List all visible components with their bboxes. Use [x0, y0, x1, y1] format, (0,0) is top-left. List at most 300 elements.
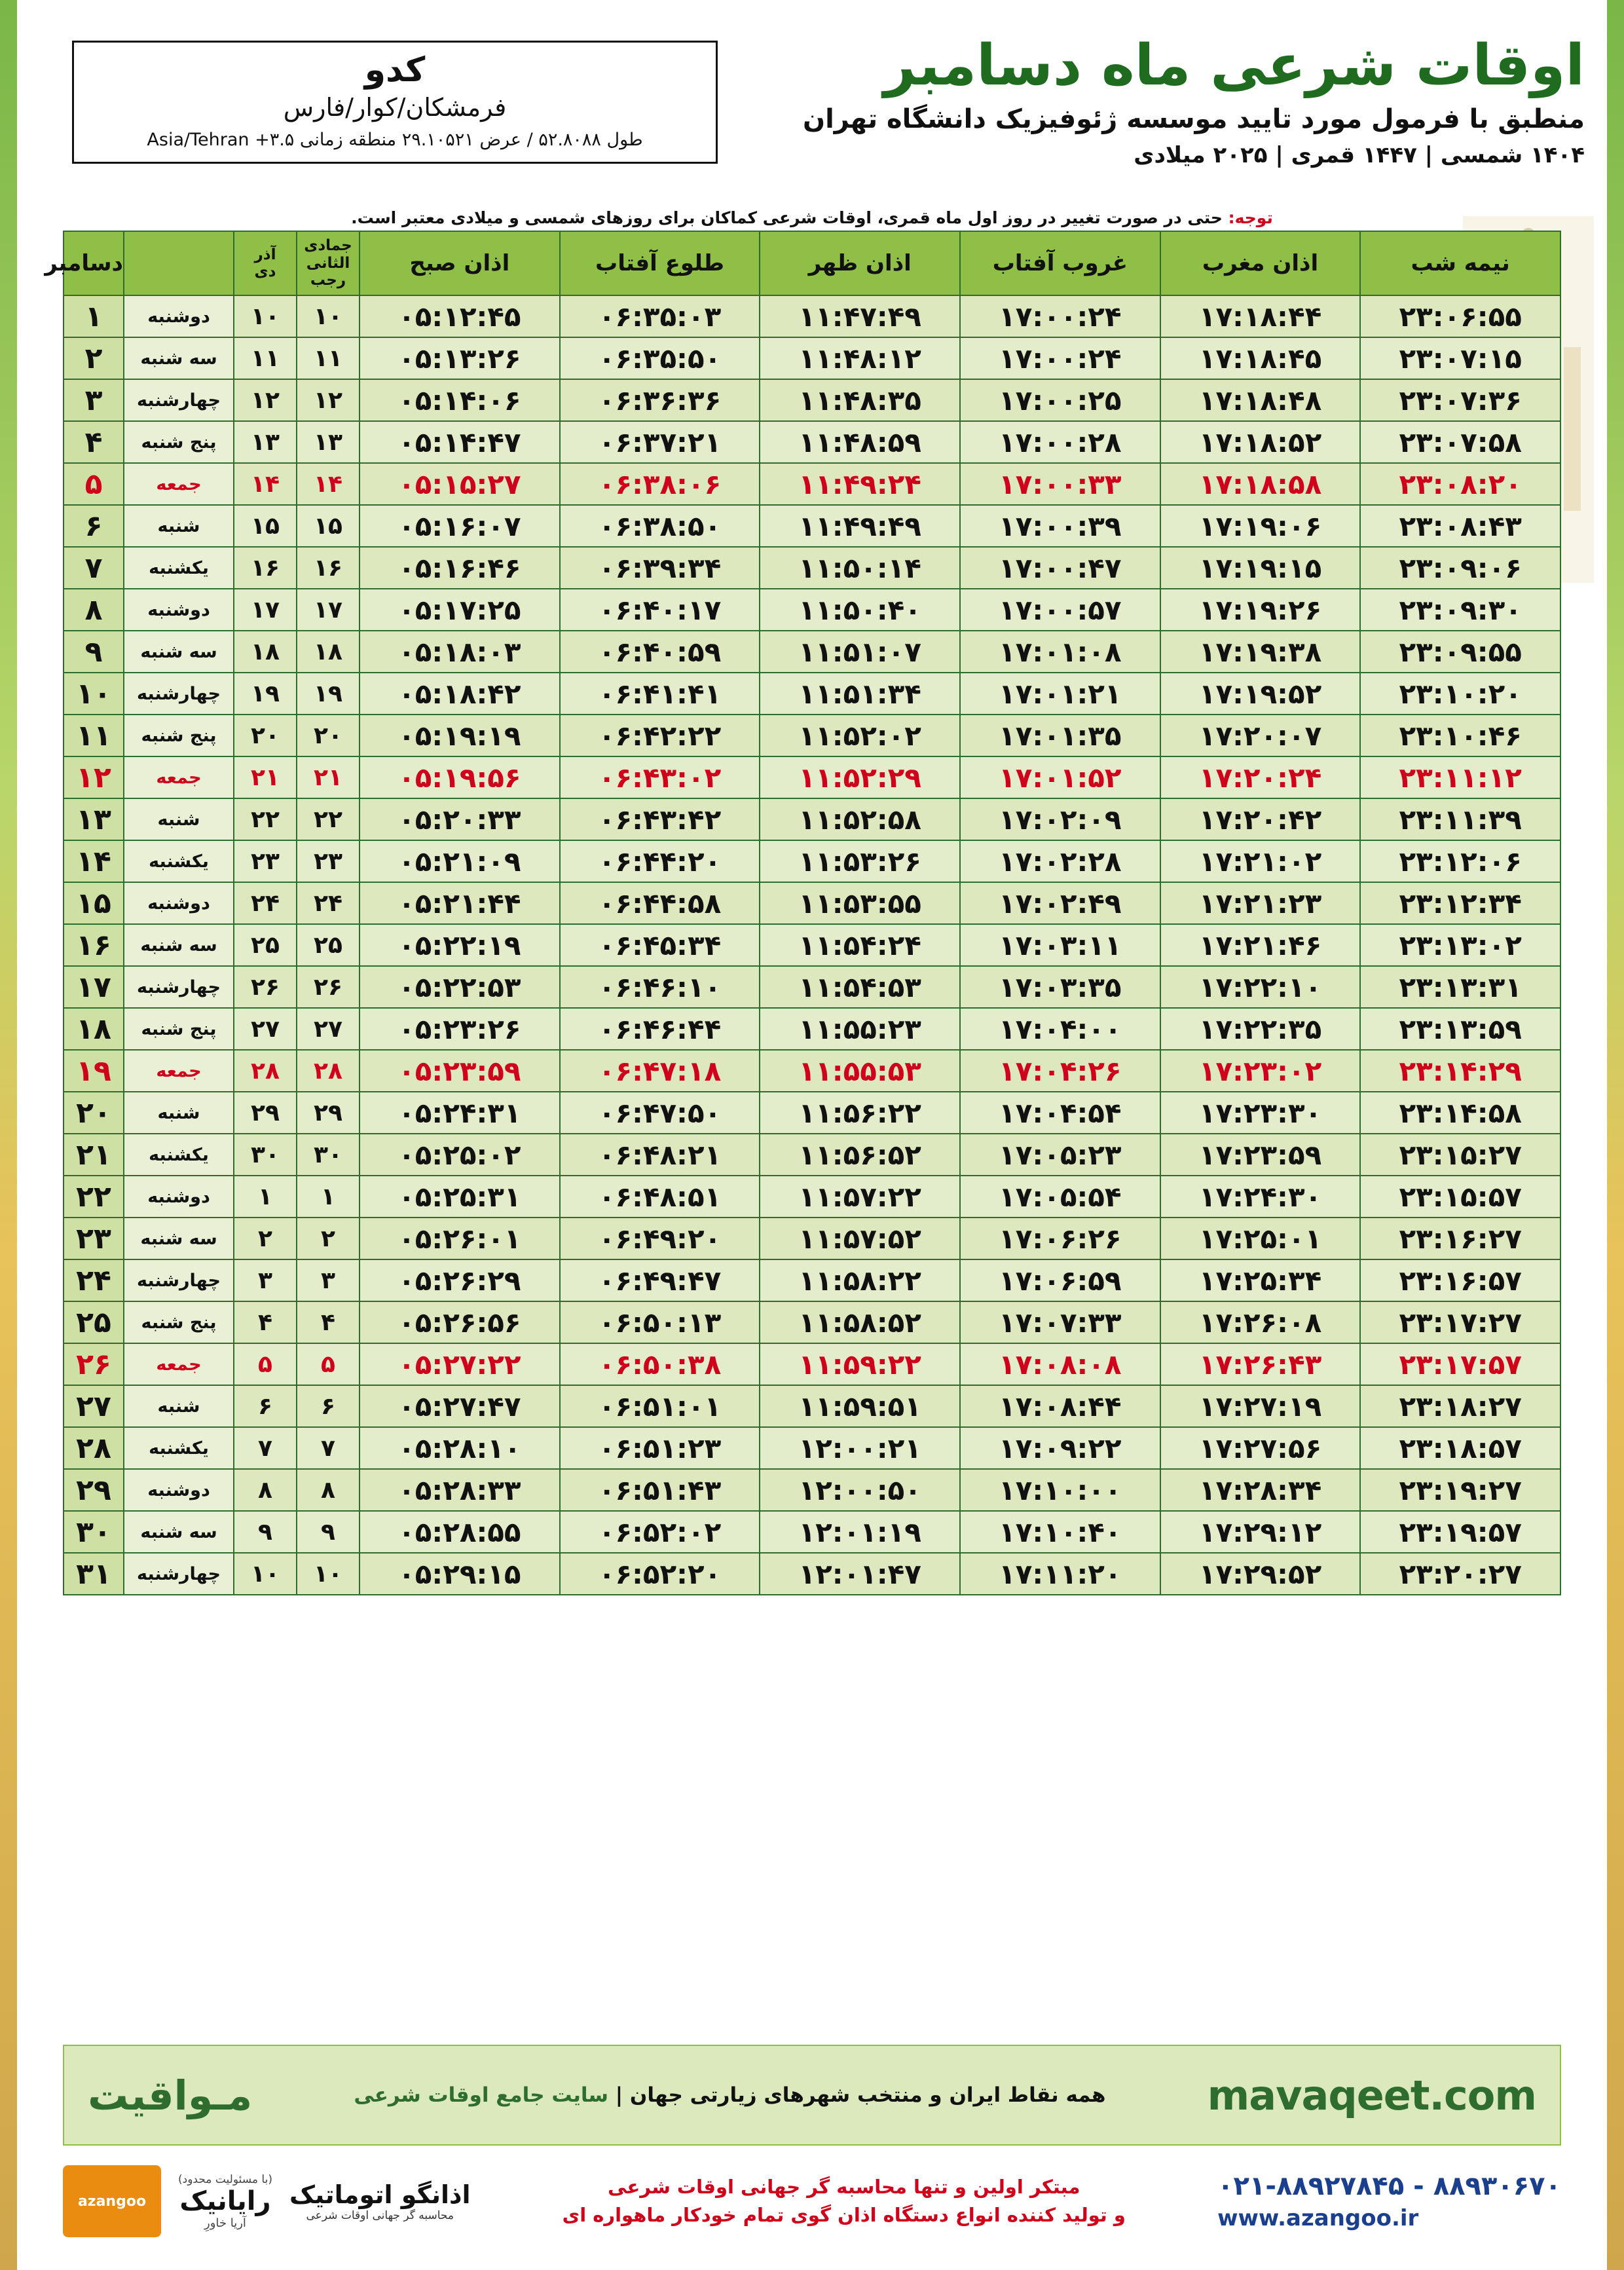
cell-maghrib: ۱۷:۲۵:۳۴: [1160, 1259, 1361, 1301]
cell-weekday: چهارشنبه: [124, 966, 234, 1008]
cell-dhuhr: ۱۱:۴۸:۵۹: [760, 421, 960, 463]
cell-sunset: ۱۷:۰۸:۰۸: [960, 1343, 1160, 1385]
cell-fajr: ۰۵:۱۵:۲۷: [360, 463, 560, 505]
table-row: [64, 924, 1560, 966]
cell-shamsi: ۱۹: [234, 673, 297, 715]
cell-shamsi: ۳۰: [234, 1134, 297, 1176]
cell-sunset: ۱۷:۰۸:۴۴: [960, 1385, 1160, 1427]
azangoo-icon-label: azangoo: [77, 2193, 147, 2210]
cell-hijri: ۱۵: [297, 505, 360, 547]
table-row: [64, 882, 1560, 924]
cell-maghrib: ۱۷:۲۲:۱۰: [1160, 966, 1361, 1008]
cell-sunset: ۱۷:۰۰:۲۴: [960, 295, 1160, 337]
cell-sunrise: ۰۶:۵۱:۰۱: [560, 1385, 760, 1427]
cell-maghrib: ۱۷:۲۵:۰۱: [1160, 1218, 1361, 1259]
col-shamsi-top: آذر: [254, 246, 276, 263]
cell-maghrib: ۱۷:۱۹:۲۶: [1160, 589, 1361, 631]
cell-fajr: ۰۵:۲۷:۲۲: [360, 1343, 560, 1385]
brand-name-fa: مـواقیت: [88, 2071, 253, 2119]
cell-midnight: ۲۳:۱۸:۵۷: [1360, 1427, 1560, 1469]
cell-midnight: ۲۳:۲۰:۲۷: [1360, 1553, 1560, 1595]
cell-midnight: ۲۳:۱۳:۵۹: [1360, 1008, 1560, 1050]
cell-sunrise: ۰۶:۴۸:۲۱: [560, 1134, 760, 1176]
cell-sunrise: ۰۶:۳۸:۵۰: [560, 505, 760, 547]
cell-weekday: سه شنبه: [124, 924, 234, 966]
cell-maghrib: ۱۷:۱۹:۱۵: [1160, 547, 1361, 589]
table-row: [64, 1427, 1560, 1469]
cell-weekday: دوشنبه: [124, 295, 234, 337]
cell-gregorian-day: ۳۰: [64, 1511, 124, 1553]
title-block: [760, 33, 1585, 169]
cell-gregorian-day: ۳۱: [64, 1553, 124, 1595]
cell-shamsi: ۳: [234, 1259, 297, 1301]
table-row: [64, 798, 1560, 840]
cell-fajr: ۰۵:۱۸:۴۲: [360, 673, 560, 715]
cell-midnight: ۲۳:۱۲:۰۶: [1360, 840, 1560, 882]
cell-shamsi: ۲۹: [234, 1092, 297, 1134]
cell-fajr: ۰۵:۱۹:۱۹: [360, 715, 560, 756]
table-row: [64, 1469, 1560, 1511]
table-row: [64, 295, 1560, 337]
cell-midnight: ۲۳:۰۹:۵۵: [1360, 631, 1560, 673]
cell-sunrise: ۰۶:۴۵:۳۴: [560, 924, 760, 966]
cell-midnight: ۲۳:۰۹:۳۰: [1360, 589, 1560, 631]
col-maghrib: اذان مغرب: [1160, 231, 1361, 295]
cell-hijri: ۱۰: [297, 295, 360, 337]
col-sunrise: طلوع آفتاب: [560, 231, 760, 295]
cell-hijri: ۸: [297, 1469, 360, 1511]
cell-midnight: ۲۳:۱۰:۲۰: [1360, 673, 1560, 715]
cell-dhuhr: ۱۱:۵۰:۱۴: [760, 547, 960, 589]
table-body: [64, 295, 1560, 1595]
cell-shamsi: ۲: [234, 1218, 297, 1259]
cell-shamsi: ۷: [234, 1427, 297, 1469]
footer-phone: ۰۲۱-۸۸۹۲۷۸۴۵ - ۸۸۹۳۰۶۷۰: [1217, 2171, 1561, 2201]
cell-sunrise: ۰۶:۵۱:۴۳: [560, 1469, 760, 1511]
cell-maghrib: ۱۷:۱۸:۴۸: [1160, 379, 1361, 421]
cell-sunset: ۱۷:۰۵:۵۴: [960, 1176, 1160, 1218]
cell-shamsi: ۱۵: [234, 505, 297, 547]
cell-fajr: ۰۵:۲۱:۰۹: [360, 840, 560, 882]
cell-midnight: ۲۳:۱۱:۱۲: [1360, 756, 1560, 798]
cell-sunset: ۱۷:۰۰:۲۴: [960, 337, 1160, 379]
cell-weekday: دوشنبه: [124, 1469, 234, 1511]
rayanik-logo: [178, 2173, 272, 2230]
cell-maghrib: ۱۷:۲۱:۴۶: [1160, 924, 1361, 966]
cell-maghrib: ۱۷:۲۹:۵۲: [1160, 1553, 1361, 1595]
cell-weekday: شنبه: [124, 798, 234, 840]
rayanik-sub: آریا خاورِ: [204, 2216, 246, 2230]
cell-dhuhr: ۱۱:۵۵:۲۳: [760, 1008, 960, 1050]
cell-hijri: ۲۸: [297, 1050, 360, 1092]
cell-hijri: ۲۶: [297, 966, 360, 1008]
cell-hijri: ۲۱: [297, 756, 360, 798]
table-row: [64, 1176, 1560, 1218]
cell-sunrise: ۰۶:۴۷:۵۰: [560, 1092, 760, 1134]
cell-sunrise: ۰۶:۳۵:۵۰: [560, 337, 760, 379]
table-row: [64, 421, 1560, 463]
cell-shamsi: ۸: [234, 1469, 297, 1511]
cell-maghrib: ۱۷:۱۸:۴۵: [1160, 337, 1361, 379]
cell-weekday: سه شنبه: [124, 631, 234, 673]
cell-midnight: ۲۳:۱۹:۵۷: [1360, 1511, 1560, 1553]
cell-weekday: یکشنبه: [124, 547, 234, 589]
cell-midnight: ۲۳:۱۱:۳۹: [1360, 798, 1560, 840]
footer-contact: [1217, 2171, 1561, 2231]
cell-dhuhr: ۱۱:۵۵:۵۳: [760, 1050, 960, 1092]
cell-gregorian-day: ۳: [64, 379, 124, 421]
cell-dhuhr: ۱۱:۵۲:۰۲: [760, 715, 960, 756]
cell-sunrise: ۰۶:۳۷:۲۱: [560, 421, 760, 463]
cell-midnight: ۲۳:۱۶:۵۷: [1360, 1259, 1560, 1301]
cell-sunrise: ۰۶:۳۶:۳۶: [560, 379, 760, 421]
cell-gregorian-day: ۲۵: [64, 1301, 124, 1343]
page-title: اوقات شرعی ماه دسامبر: [883, 33, 1585, 98]
cell-shamsi: ۱۰: [234, 1553, 297, 1595]
year-line: ۱۴۰۴ شمسی | ۱۴۴۷ قمری | ۲۰۲۵ میلادی: [1134, 142, 1585, 169]
cell-hijri: ۱۳: [297, 421, 360, 463]
cell-gregorian-day: ۲: [64, 337, 124, 379]
cell-weekday: چهارشنبه: [124, 673, 234, 715]
cell-maghrib: ۱۷:۱۹:۰۶: [1160, 505, 1361, 547]
cell-hijri: ۲۴: [297, 882, 360, 924]
cell-maghrib: ۱۷:۲۷:۵۶: [1160, 1427, 1361, 1469]
cell-maghrib: ۱۷:۱۹:۳۸: [1160, 631, 1361, 673]
cell-fajr: ۰۵:۲۸:۳۳: [360, 1469, 560, 1511]
cell-dhuhr: ۱۱:۴۸:۳۵: [760, 379, 960, 421]
table-row: [64, 840, 1560, 882]
cell-sunset: ۱۷:۰۱:۳۵: [960, 715, 1160, 756]
cell-dhuhr: ۱۱:۴۸:۱۲: [760, 337, 960, 379]
cell-hijri: ۱۴: [297, 463, 360, 505]
cell-gregorian-day: ۱۶: [64, 924, 124, 966]
cell-gregorian-day: ۷: [64, 547, 124, 589]
cell-dhuhr: ۱۱:۵۹:۵۱: [760, 1385, 960, 1427]
cell-fajr: ۰۵:۱۷:۲۵: [360, 589, 560, 631]
cell-midnight: ۲۳:۱۰:۴۶: [1360, 715, 1560, 756]
cell-shamsi: ۱۱: [234, 337, 297, 379]
cell-sunrise: ۰۶:۵۲:۰۲: [560, 1511, 760, 1553]
cell-gregorian-day: ۲۹: [64, 1469, 124, 1511]
cell-shamsi: ۲۶: [234, 966, 297, 1008]
cell-midnight: ۲۳:۰۸:۲۰: [1360, 463, 1560, 505]
cell-shamsi: ۲۵: [234, 924, 297, 966]
cell-hijri: ۶: [297, 1385, 360, 1427]
cell-weekday: سه شنبه: [124, 1511, 234, 1553]
cell-midnight: ۲۳:۰۷:۳۶: [1360, 379, 1560, 421]
cell-maghrib: ۱۷:۲۱:۲۳: [1160, 882, 1361, 924]
cell-weekday: سه شنبه: [124, 1218, 234, 1259]
cell-sunset: ۱۷:۰۴:۲۶: [960, 1050, 1160, 1092]
cell-hijri: ۲۷: [297, 1008, 360, 1050]
cell-gregorian-day: ۸: [64, 589, 124, 631]
cell-sunset: ۱۷:۰۵:۲۳: [960, 1134, 1160, 1176]
cell-fajr: ۰۵:۲۲:۱۹: [360, 924, 560, 966]
cell-maghrib: ۱۷:۲۹:۱۲: [1160, 1511, 1361, 1553]
cell-gregorian-day: ۲۱: [64, 1134, 124, 1176]
cell-sunrise: ۰۶:۴۳:۴۲: [560, 798, 760, 840]
footer-website[interactable]: www.azangoo.ir: [1217, 2205, 1419, 2231]
cell-fajr: ۰۵:۱۲:۴۵: [360, 295, 560, 337]
cell-sunset: ۱۷:۰۳:۱۱: [960, 924, 1160, 966]
cell-gregorian-day: ۲۸: [64, 1427, 124, 1469]
cell-hijri: ۳۰: [297, 1134, 360, 1176]
cell-sunset: ۱۷:۰۶:۲۶: [960, 1218, 1160, 1259]
cell-sunrise: ۰۶:۴۲:۲۲: [560, 715, 760, 756]
cell-hijri: ۳: [297, 1259, 360, 1301]
cell-maghrib: ۱۷:۱۹:۵۲: [1160, 673, 1361, 715]
cell-fajr: ۰۵:۲۱:۴۴: [360, 882, 560, 924]
cell-gregorian-day: ۲۰: [64, 1092, 124, 1134]
table-row: [64, 1092, 1560, 1134]
cell-gregorian-day: ۱۰: [64, 673, 124, 715]
cell-dhuhr: ۱۱:۵۸:۵۲: [760, 1301, 960, 1343]
cell-weekday: یکشنبه: [124, 1134, 234, 1176]
cell-fajr: ۰۵:۲۹:۱۵: [360, 1553, 560, 1595]
cell-maghrib: ۱۷:۲۳:۰۲: [1160, 1050, 1361, 1092]
cell-hijri: ۷: [297, 1427, 360, 1469]
cell-gregorian-day: ۱۴: [64, 840, 124, 882]
table-row: [64, 966, 1560, 1008]
cell-maghrib: ۱۷:۲۳:۳۰: [1160, 1092, 1361, 1134]
cell-maghrib: ۱۷:۲۳:۵۹: [1160, 1134, 1361, 1176]
cell-gregorian-day: ۱۵: [64, 882, 124, 924]
table-row: [64, 463, 1560, 505]
table-row: [64, 756, 1560, 798]
cell-dhuhr: ۱۱:۵۱:۳۴: [760, 673, 960, 715]
cell-maghrib: ۱۷:۲۰:۲۴: [1160, 756, 1361, 798]
cell-midnight: ۲۳:۱۵:۵۷: [1360, 1176, 1560, 1218]
cell-sunrise: ۰۶:۴۰:۱۷: [560, 589, 760, 631]
cell-sunrise: ۰۶:۳۹:۳۴: [560, 547, 760, 589]
table-row: [64, 379, 1560, 421]
cell-weekday: یکشنبه: [124, 840, 234, 882]
cell-weekday: جمعه: [124, 1050, 234, 1092]
cell-dhuhr: ۱۱:۵۴:۵۳: [760, 966, 960, 1008]
col-sunset: غروب آفتاب: [960, 231, 1160, 295]
cell-sunrise: ۰۶:۴۴:۲۰: [560, 840, 760, 882]
cell-midnight: ۲۳:۱۴:۲۹: [1360, 1050, 1560, 1092]
cell-dhuhr: ۱۱:۵۳:۲۶: [760, 840, 960, 882]
col-midnight: نیمه شب: [1360, 231, 1560, 295]
cell-weekday: شنبه: [124, 1092, 234, 1134]
cell-shamsi: ۲۰: [234, 715, 297, 756]
prayer-times-table-wrap: [45, 231, 1561, 1595]
cell-weekday: پنج شنبه: [124, 1301, 234, 1343]
cell-shamsi: ۱۸: [234, 631, 297, 673]
cell-dhuhr: ۱۱:۵۲:۲۹: [760, 756, 960, 798]
col-gregorian: دسامبر: [64, 231, 124, 295]
cell-weekday: جمعه: [124, 463, 234, 505]
cell-gregorian-day: ۱۲: [64, 756, 124, 798]
table-row: [64, 337, 1560, 379]
cell-weekday: پنج شنبه: [124, 715, 234, 756]
table-row: [64, 1134, 1560, 1176]
col-hijri-mid: جمادی الثانی: [304, 237, 352, 272]
azangoo-fa-logo: [289, 2180, 471, 2222]
cell-sunset: ۱۷:۰۲:۲۸: [960, 840, 1160, 882]
cell-midnight: ۲۳:۱۷:۵۷: [1360, 1343, 1560, 1385]
cell-fajr: ۰۵:۲۲:۵۳: [360, 966, 560, 1008]
cell-dhuhr: ۱۲:۰۰:۲۱: [760, 1427, 960, 1469]
cell-hijri: ۹: [297, 1511, 360, 1553]
cell-sunrise: ۰۶:۵۰:۳۸: [560, 1343, 760, 1385]
location-coordinates: طول ۵۲.۸۰۸۸ / عرض ۲۹.۱۰۵۲۱ منطقه زمانی ۳.۵+ Asia/Tehran: [147, 130, 643, 151]
brand-tagline-green: سایت جامع اوقات شرعی: [354, 2083, 608, 2107]
col-fajr: اذان صبح: [360, 231, 560, 295]
cell-sunset: ۱۷:۰۲:۴۹: [960, 882, 1160, 924]
cell-dhuhr: ۱۱:۴۹:۴۹: [760, 505, 960, 547]
cell-sunrise: ۰۶:۳۸:۰۶: [560, 463, 760, 505]
cell-sunset: ۱۷:۱۰:۰۰: [960, 1469, 1160, 1511]
cell-maghrib: ۱۷:۲۴:۳۰: [1160, 1176, 1361, 1218]
cell-gregorian-day: ۱۷: [64, 966, 124, 1008]
cell-hijri: ۲۰: [297, 715, 360, 756]
cell-fajr: ۰۵:۲۶:۲۹: [360, 1259, 560, 1301]
cell-maghrib: ۱۷:۲۶:۴۳: [1160, 1343, 1361, 1385]
cell-gregorian-day: ۹: [64, 631, 124, 673]
cell-maghrib: ۱۷:۲۰:۰۷: [1160, 715, 1361, 756]
cell-fajr: ۰۵:۱۸:۰۳: [360, 631, 560, 673]
cell-fajr: ۰۵:۲۶:۵۶: [360, 1301, 560, 1343]
cell-sunset: ۱۷:۰۲:۰۹: [960, 798, 1160, 840]
cell-gregorian-day: ۱۱: [64, 715, 124, 756]
cell-sunset: ۱۷:۰۰:۳۳: [960, 463, 1160, 505]
cell-shamsi: ۱۰: [234, 295, 297, 337]
cell-hijri: ۵: [297, 1343, 360, 1385]
cell-sunset: ۱۷:۰۰:۳۹: [960, 505, 1160, 547]
page-subtitle: منطبق با فرمول مورد تایید موسسه ژئوفیزیک دانشگاه تهران: [802, 104, 1585, 135]
cell-weekday: پنج شنبه: [124, 1008, 234, 1050]
footer-info-bar: [63, 2152, 1561, 2250]
cell-hijri: ۲۳: [297, 840, 360, 882]
cell-dhuhr: ۱۱:۵۲:۵۸: [760, 798, 960, 840]
cell-gregorian-day: ۲۴: [64, 1259, 124, 1301]
table-row: [64, 547, 1560, 589]
cell-shamsi: ۱۴: [234, 463, 297, 505]
cell-gregorian-day: ۴: [64, 421, 124, 463]
cell-midnight: ۲۳:۱۸:۲۷: [1360, 1385, 1560, 1427]
cell-dhuhr: ۱۱:۵۸:۲۲: [760, 1259, 960, 1301]
cell-sunrise: ۰۶:۵۰:۱۳: [560, 1301, 760, 1343]
cell-fajr: ۰۵:۲۸:۵۵: [360, 1511, 560, 1553]
decorative-edge-left: [0, 0, 17, 2270]
cell-midnight: ۲۳:۱۳:۰۲: [1360, 924, 1560, 966]
cell-midnight: ۲۳:۰۷:۵۸: [1360, 421, 1560, 463]
cell-shamsi: ۲۱: [234, 756, 297, 798]
brand-url[interactable]: mavaqeet.com: [1207, 2071, 1536, 2119]
table-row: [64, 1553, 1560, 1595]
cell-midnight: ۲۳:۱۲:۳۴: [1360, 882, 1560, 924]
location-region: فرمشکان/کوار/فارس: [283, 93, 507, 122]
table-row: [64, 1301, 1560, 1343]
cell-shamsi: ۱۲: [234, 379, 297, 421]
azangoo-fa-title: اذانگو اتوماتیک: [289, 2180, 471, 2209]
table-row: [64, 715, 1560, 756]
cell-fajr: ۰۵:۲۶:۰۱: [360, 1218, 560, 1259]
cell-fajr: ۰۵:۲۵:۰۲: [360, 1134, 560, 1176]
cell-midnight: ۲۳:۰۸:۴۳: [1360, 505, 1560, 547]
cell-sunrise: ۰۶:۴۳:۰۲: [560, 756, 760, 798]
cell-weekday: پنج شنبه: [124, 421, 234, 463]
cell-gregorian-day: ۶: [64, 505, 124, 547]
cell-fajr: ۰۵:۱۶:۴۶: [360, 547, 560, 589]
cell-dhuhr: ۱۱:۵۶:۲۲: [760, 1092, 960, 1134]
table-row: [64, 505, 1560, 547]
cell-sunrise: ۰۶:۴۶:۱۰: [560, 966, 760, 1008]
cell-sunrise: ۰۶:۳۵:۰۳: [560, 295, 760, 337]
brand-tagline: همه نقاط ایران و منتخب شهرهای زیارتی جهان | سایت جامع اوقات شرعی: [354, 2083, 1106, 2107]
cell-maghrib: ۱۷:۲۷:۱۹: [1160, 1385, 1361, 1427]
footer-slogan: [563, 2173, 1126, 2230]
note-text: حتی در صورت تغییر در روز اول ماه قمری، اوقات شرعی کماکان برای روزهای شمسی و میلادی معتبر است.: [351, 208, 1228, 227]
cell-dhuhr: ۱۱:۵۴:۲۴: [760, 924, 960, 966]
cell-hijri: ۱۶: [297, 547, 360, 589]
cell-sunset: ۱۷:۰۹:۲۲: [960, 1427, 1160, 1469]
cell-weekday: دوشنبه: [124, 882, 234, 924]
cell-gregorian-day: ۱۳: [64, 798, 124, 840]
cell-fajr: ۰۵:۱۴:۴۷: [360, 421, 560, 463]
cell-dhuhr: ۱۲:۰۱:۴۷: [760, 1553, 960, 1595]
cell-shamsi: ۹: [234, 1511, 297, 1553]
location-name: کدو: [364, 50, 426, 90]
cell-hijri: ۲۵: [297, 924, 360, 966]
cell-sunrise: ۰۶:۴۰:۵۹: [560, 631, 760, 673]
note-label: توجه:: [1228, 208, 1273, 227]
cell-dhuhr: ۱۱:۵۳:۵۵: [760, 882, 960, 924]
cell-shamsi: ۱: [234, 1176, 297, 1218]
cell-shamsi: ۵: [234, 1343, 297, 1385]
cell-sunset: ۱۷:۰۰:۲۵: [960, 379, 1160, 421]
cell-midnight: ۲۳:۱۶:۲۷: [1360, 1218, 1560, 1259]
cell-midnight: ۲۳:۱۷:۲۷: [1360, 1301, 1560, 1343]
cell-gregorian-day: ۲۲: [64, 1176, 124, 1218]
table-row: [64, 631, 1560, 673]
cell-sunset: ۱۷:۰۷:۳۳: [960, 1301, 1160, 1343]
cell-midnight: ۲۳:۱۵:۲۷: [1360, 1134, 1560, 1176]
cell-sunrise: ۰۶:۴۹:۴۷: [560, 1259, 760, 1301]
cell-sunset: ۱۷:۰۱:۵۲: [960, 756, 1160, 798]
cell-maghrib: ۱۷:۲۶:۰۸: [1160, 1301, 1361, 1343]
cell-gregorian-day: ۲۶: [64, 1343, 124, 1385]
footer-brand-bar: [63, 2045, 1561, 2146]
table-row: [64, 1511, 1560, 1553]
cell-midnight: ۲۳:۱۴:۵۸: [1360, 1092, 1560, 1134]
cell-fajr: ۰۵:۲۳:۲۶: [360, 1008, 560, 1050]
cell-hijri: ۱۹: [297, 673, 360, 715]
cell-sunrise: ۰۶:۴۱:۴۱: [560, 673, 760, 715]
cell-hijri: ۱۱: [297, 337, 360, 379]
cell-midnight: ۲۳:۰۹:۰۶: [1360, 547, 1560, 589]
cell-sunrise: ۰۶:۴۷:۱۸: [560, 1050, 760, 1092]
cell-maghrib: ۱۷:۲۲:۳۵: [1160, 1008, 1361, 1050]
cell-fajr: ۰۵:۲۵:۳۱: [360, 1176, 560, 1218]
cell-fajr: ۰۵:۲۴:۳۱: [360, 1092, 560, 1134]
cell-sunrise: ۰۶:۴۶:۴۴: [560, 1008, 760, 1050]
rayanik-title: رایانیک: [179, 2186, 271, 2216]
cell-midnight: ۲۳:۰۶:۵۵: [1360, 295, 1560, 337]
cell-dhuhr: ۱۱:۵۷:۵۲: [760, 1218, 960, 1259]
cell-dhuhr: ۱۱:۵۶:۵۲: [760, 1134, 960, 1176]
cell-weekday: دوشنبه: [124, 1176, 234, 1218]
col-shamsi: [234, 231, 297, 295]
col-dhuhr: اذان ظهر: [760, 231, 960, 295]
cell-fajr: ۰۵:۱۹:۵۶: [360, 756, 560, 798]
cell-gregorian-day: ۱: [64, 295, 124, 337]
cell-hijri: ۴: [297, 1301, 360, 1343]
cell-shamsi: ۶: [234, 1385, 297, 1427]
table-row: [64, 1385, 1560, 1427]
